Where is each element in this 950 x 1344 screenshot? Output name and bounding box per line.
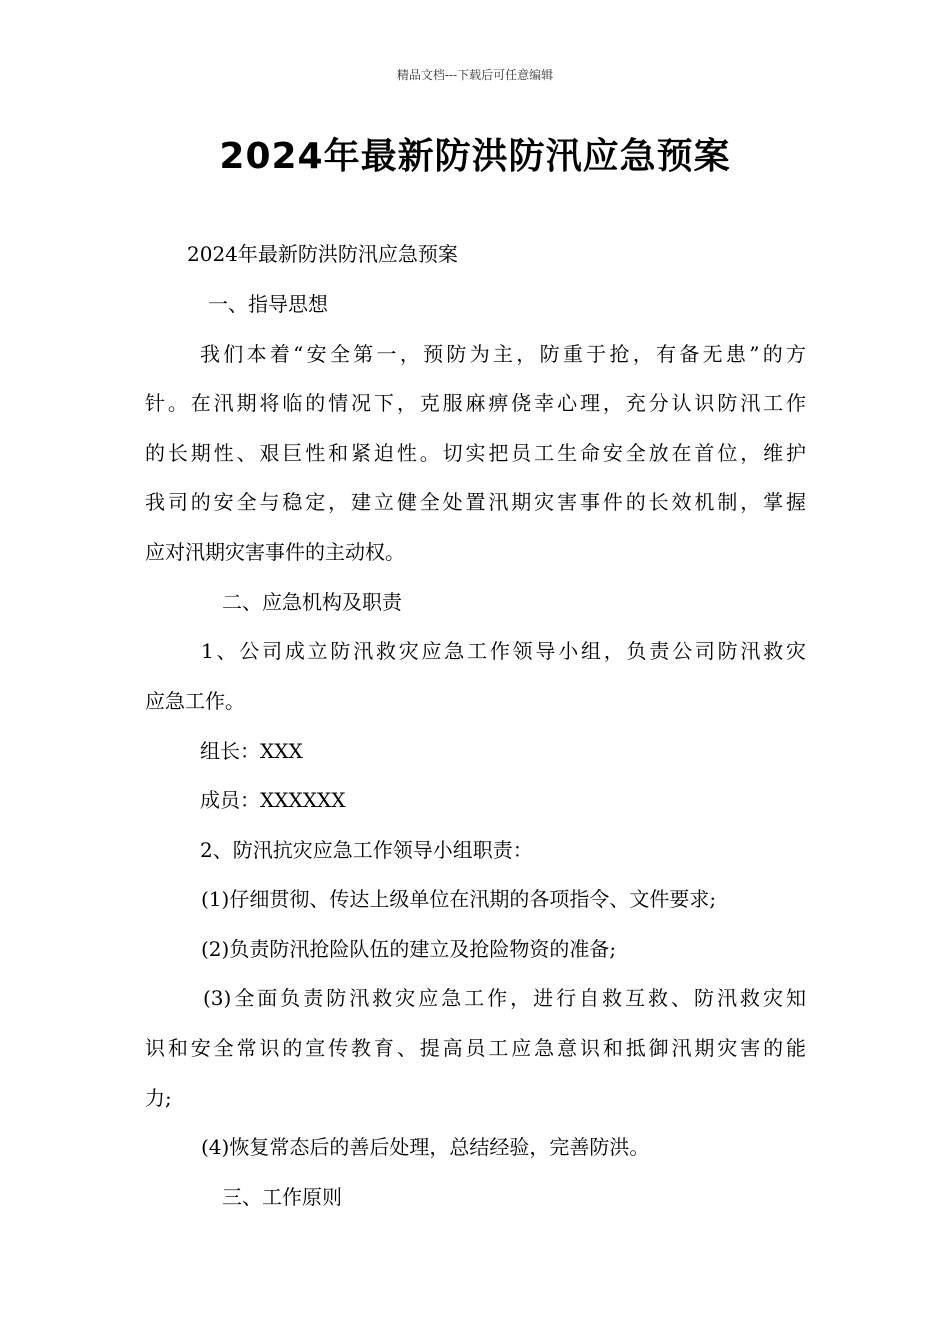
- duty-item: (3)全面负责防汛救灾应急工作，进行自救互救、防汛救灾知: [203, 986, 806, 1010]
- paragraph-line: 针。在汛期将临的情况下，克服麻痹侥幸心理，充分认识防汛工作: [145, 391, 806, 415]
- subtitle: 2024年最新防洪防汛应急预案: [187, 242, 458, 266]
- paragraph-line: 2、防汛抗灾应急工作领导小组职责：: [200, 838, 533, 862]
- paragraph-line: 识和安全常识的宣传教育、提高员工应急意识和抵御汛期灾害的能: [145, 1036, 806, 1060]
- paragraph-line: 我司的安全与稳定，建立健全处置汛期灾害事件的长效机制，掌握: [145, 490, 806, 514]
- header-note: 精品文档---下载后可任意编辑: [396, 68, 554, 82]
- leader-line: 组长：XXX: [200, 739, 303, 763]
- section-heading-work-principles: 三、工作原则: [222, 1185, 342, 1209]
- section-heading-guiding-ideology: 一、指导思想: [208, 292, 328, 316]
- paragraph-line: 应急工作。: [145, 689, 245, 713]
- paragraph-line: 应对汛期灾害事件的主动权。: [145, 540, 405, 564]
- paragraph-line: 力;: [145, 1086, 172, 1110]
- paragraph-line: 的长期性、艰巨性和紧迫性。切实把员工生命安全放在首位，维护: [145, 441, 806, 465]
- document-title: 2024年最新防洪防汛应急预案: [219, 136, 731, 177]
- members-line: 成员：XXXXXX: [200, 788, 346, 812]
- duty-item: (4)恢复常态后的善后处理，总结经验，完善防洪。: [201, 1135, 650, 1159]
- section-heading-emergency-organization: 二、应急机构及职责: [222, 590, 402, 614]
- duty-item: (2)负责防汛抢险队伍的建立及抢险物资的准备;: [201, 937, 617, 961]
- paragraph-line: 1、公司成立防汛救灾应急工作领导小组，负责公司防汛救灾: [201, 639, 806, 663]
- duty-item: (1)仔细贯彻、传达上级单位在汛期的各项指令、文件要求;: [201, 887, 717, 911]
- paragraph-line: 我们本着“安全第一，预防为主，防重于抢，有备无患”的方: [200, 342, 806, 366]
